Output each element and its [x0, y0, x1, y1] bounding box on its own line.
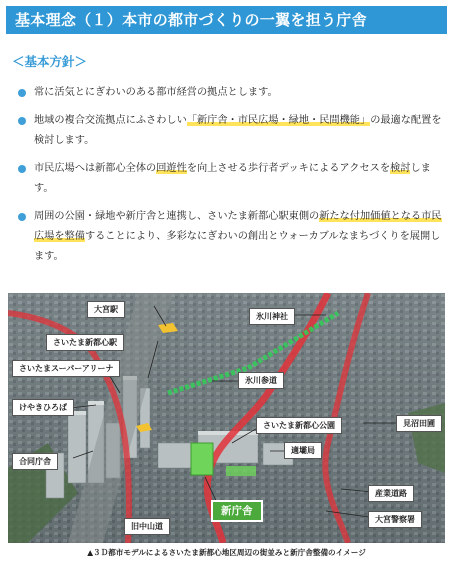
policy-bullet-list	[18, 83, 450, 275]
map-label-super-arena: さいたまスーパーアリーナ	[12, 360, 120, 377]
policy-bullet	[18, 111, 450, 151]
map-label-godo-chosha: 合同庁舎	[12, 453, 58, 470]
highlighted-text: 検討	[390, 163, 411, 174]
policy-bullet	[18, 207, 450, 267]
bullet-text: 常に活気とにぎわいのある都市経営の拠点とします。	[34, 87, 278, 98]
highlighted-text: 「新庁舎・市民広場・緑地・民間機能」	[186, 115, 371, 126]
figure-caption: ▲３Ｄ都市モデルによるさいたま新都心地区周辺の街並みと新庁舎整備のイメージ	[87, 548, 366, 557]
map-label-shintoshin-station: さいたま新都心駅	[46, 334, 124, 351]
highlighted-text: 新たな付加価値となる市民広場を整備	[34, 211, 442, 242]
bullet-text: 市民広場へは新都心全体の	[34, 163, 157, 174]
bullet-dot-icon	[18, 117, 26, 125]
bullet-text: 地域の複合交流拠点にふさわしい	[34, 115, 187, 126]
map-label-omiya-police: 大宮警察署	[368, 511, 422, 528]
map-label-tekkakyoku: 適壩局	[284, 442, 322, 459]
bullet-text: することにより、多彩なにぎわいの創出とウォーカブルなまちづくりを展開します。	[34, 231, 441, 262]
page-title: 基本理念（１）本市の都市づくりの一翼を担う庁舎	[6, 6, 447, 34]
policy-bullet	[18, 83, 450, 103]
map-label-minumatanbo: 見沼田圃	[396, 415, 442, 432]
map-label-new-government-building: 新庁舎	[211, 500, 263, 522]
bullet-text: 周囲の公園・緑地や新庁舎と連携し、さいたま新都心駅東側の	[34, 211, 320, 222]
city-model-map	[8, 293, 445, 543]
map-label-keyaki-hiroba: けやきひろば	[12, 399, 74, 416]
map-label-kyu-nakasendo: 旧中山道	[124, 518, 170, 535]
bullet-text: します。	[34, 163, 431, 194]
map-label-shintoshin-park: さいたま新都心公園	[256, 417, 342, 434]
map-label-sangyo-road: 産業道路	[368, 485, 414, 502]
bullet-text: を向上させる歩行者デッキによるアクセスを	[186, 163, 391, 174]
policy-bullet	[18, 159, 450, 199]
highlighted-text: 回遊性	[156, 163, 187, 174]
bullet-text: を検討します。	[34, 115, 442, 146]
section-heading: ＜基本方針＞	[12, 54, 88, 69]
map-label-hikawa-sando: 氷川参道	[238, 372, 284, 389]
bullet-text: の最適な配置	[370, 115, 432, 126]
bullet-dot-icon	[18, 89, 26, 97]
map-label-hikawa-jinja: 氷川神社	[249, 308, 295, 325]
bullet-dot-icon	[18, 213, 26, 221]
bullet-dot-icon	[18, 165, 26, 173]
map-label-omiya-station: 大宮駅	[87, 301, 125, 318]
